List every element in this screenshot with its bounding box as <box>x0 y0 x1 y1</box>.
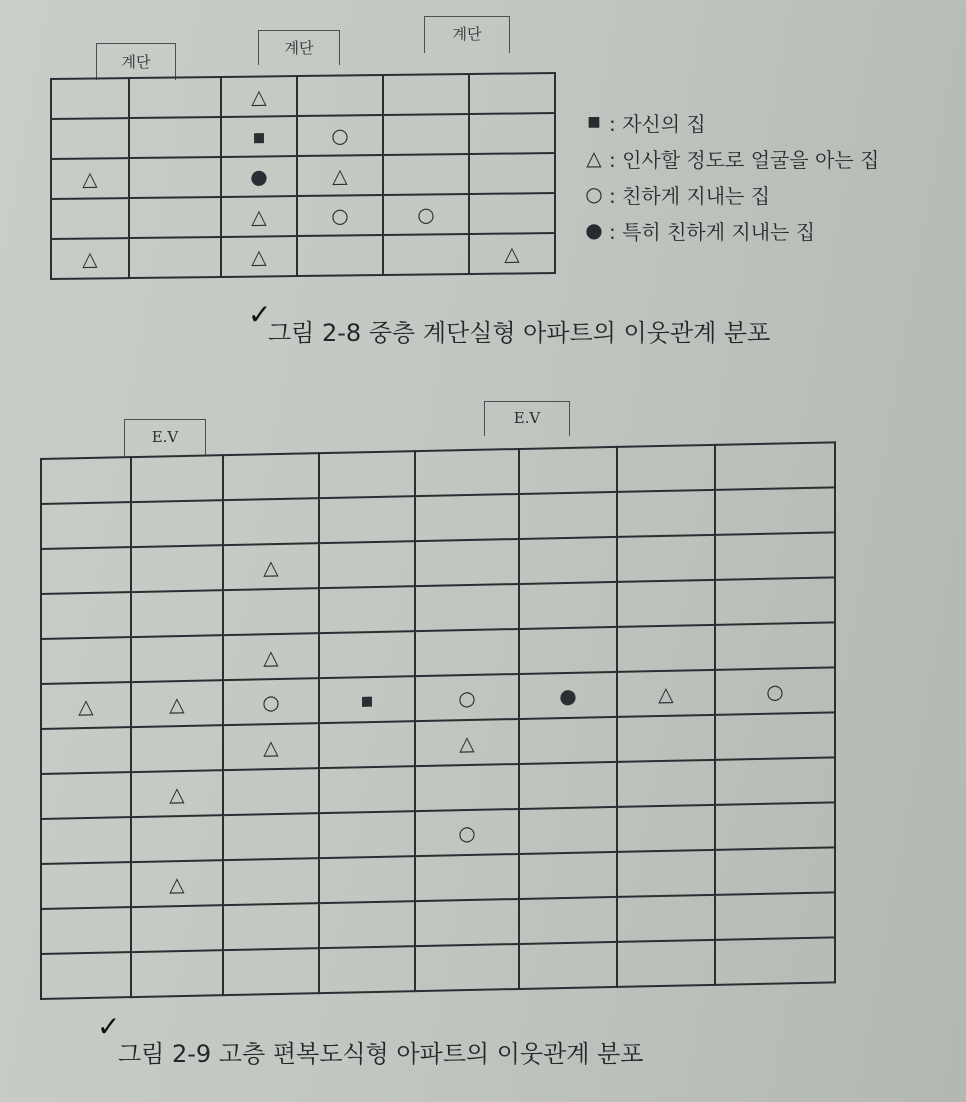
triangle-icon: △ <box>82 246 98 271</box>
circle-icon: ○ <box>766 678 784 704</box>
unit-cell <box>617 445 715 492</box>
unit-cell <box>519 852 617 899</box>
unit-cell <box>617 760 715 807</box>
unit-cell <box>319 811 415 858</box>
unit-cell <box>415 944 519 991</box>
filled-square-icon: ■ <box>360 693 374 709</box>
unit-cell <box>383 194 469 235</box>
unit-cell <box>415 809 519 856</box>
filled-circle-icon: ● <box>585 218 603 242</box>
unit-cell <box>131 680 223 727</box>
stair-label-3: 계단 <box>424 16 510 53</box>
unit-cell <box>51 158 129 199</box>
unit-cell <box>519 762 617 809</box>
stair-label-1: 계단 <box>96 43 176 80</box>
unit-cell <box>469 113 555 154</box>
unit-cell <box>617 490 715 537</box>
unit-cell <box>131 725 223 772</box>
unit-cell <box>383 74 469 115</box>
unit-cell <box>129 77 221 118</box>
unit-cell <box>415 764 519 811</box>
unit-cell <box>415 494 519 541</box>
unit-cell <box>617 805 715 852</box>
unit-cell <box>519 942 617 989</box>
unit-cell <box>41 547 131 594</box>
unit-cell <box>519 492 617 539</box>
unit-cell <box>131 455 223 502</box>
unit-cell <box>41 682 131 729</box>
unit-cell <box>319 946 415 993</box>
unit-cell <box>715 802 835 850</box>
floor-plan-table <box>50 72 556 280</box>
unit-cell <box>297 235 383 276</box>
unit-cell <box>715 532 835 580</box>
elevator-label-1: E.V <box>124 419 206 456</box>
circle-icon: ○ <box>458 820 476 845</box>
unit-cell <box>51 78 129 119</box>
unit-cell <box>415 584 519 631</box>
stair-label-2: 계단 <box>258 30 340 65</box>
unit-cell <box>223 543 319 590</box>
legend-item <box>583 212 879 248</box>
filled-square-icon: ■ <box>252 130 266 146</box>
unit-cell <box>41 862 131 909</box>
unit-cell <box>617 940 715 987</box>
unit-cell <box>469 153 555 194</box>
triangle-icon: △ <box>169 781 185 806</box>
unit-cell <box>519 717 617 764</box>
unit-cell <box>715 847 835 895</box>
unit-cell <box>131 545 223 592</box>
unit-cell <box>221 116 297 157</box>
unit-cell <box>129 157 221 198</box>
unit-cell <box>131 950 223 997</box>
unit-cell <box>415 899 519 946</box>
legend-item <box>583 176 879 212</box>
unit-cell <box>51 238 129 279</box>
unit-cell <box>297 75 383 116</box>
unit-cell <box>319 766 415 813</box>
triangle-icon: △ <box>332 163 348 188</box>
unit-cell <box>131 590 223 637</box>
unit-cell <box>51 198 129 239</box>
unit-cell <box>415 854 519 901</box>
unit-cell <box>715 712 835 760</box>
triangle-icon: △ <box>169 871 185 896</box>
triangle-icon: △ <box>169 691 185 716</box>
unit-cell <box>617 895 715 942</box>
unit-cell <box>129 237 221 278</box>
unit-cell <box>41 907 131 954</box>
unit-cell <box>319 451 415 498</box>
unit-cell <box>617 670 715 717</box>
legend <box>583 104 879 248</box>
triangle-icon: △ <box>459 730 475 755</box>
unit-cell <box>715 892 835 940</box>
unit-cell <box>319 676 415 723</box>
unit-cell <box>519 447 617 494</box>
grid-row <box>51 193 555 239</box>
unit-cell <box>715 937 835 985</box>
unit-cell <box>297 115 383 156</box>
unit-cell <box>469 233 555 274</box>
unit-cell <box>223 588 319 635</box>
triangle-icon: △ <box>82 166 98 191</box>
unit-cell <box>41 817 131 864</box>
unit-cell <box>131 500 223 547</box>
unit-cell <box>41 637 131 684</box>
circle-icon: ○ <box>458 685 476 710</box>
figure-caption-2-8: 그림 2-8 중층 계단실형 아파트의 이웃관계 분포 <box>268 319 771 347</box>
unit-cell <box>519 672 617 719</box>
figure-caption-2-9: 그림 2-9 고층 편복도식형 아파트의 이웃관계 분포 <box>118 1040 644 1068</box>
unit-cell <box>617 625 715 672</box>
unit-cell <box>41 952 131 999</box>
unit-cell <box>297 195 383 236</box>
legend-item <box>583 104 879 140</box>
legend-label: : 자신의 집 <box>609 111 706 136</box>
unit-cell <box>415 449 519 496</box>
triangle-icon: △ <box>658 681 674 706</box>
unit-cell <box>319 901 415 948</box>
triangle-icon: △ <box>504 241 520 266</box>
triangle-icon: △ <box>263 644 279 669</box>
unit-cell <box>319 721 415 768</box>
triangle-icon: △ <box>78 693 94 718</box>
unit-cell <box>223 948 319 995</box>
checkmark-icon: ✓ <box>248 298 272 331</box>
unit-cell <box>297 155 383 196</box>
floor-plan-table <box>40 441 836 1000</box>
unit-cell <box>617 715 715 762</box>
legend-item <box>583 140 879 176</box>
unit-cell <box>715 667 835 715</box>
unit-cell <box>383 154 469 195</box>
unit-cell <box>131 905 223 952</box>
triangle-icon: △ <box>251 84 267 109</box>
unit-cell <box>415 674 519 721</box>
unit-cell <box>221 156 297 197</box>
legend-label: : 친하게 지내는 집 <box>609 183 771 208</box>
checkmark-icon: ✓ <box>97 1010 121 1043</box>
unit-cell <box>41 772 131 819</box>
unit-cell <box>41 592 131 639</box>
unit-cell <box>319 631 415 678</box>
circle-icon: ○ <box>331 203 349 228</box>
unit-cell <box>319 541 415 588</box>
unit-cell <box>415 719 519 766</box>
unit-cell <box>519 897 617 944</box>
unit-cell <box>715 622 835 670</box>
unit-cell <box>221 76 297 117</box>
floor-grid-2-8 <box>50 72 556 280</box>
unit-cell <box>41 457 131 504</box>
unit-cell <box>41 502 131 549</box>
unit-cell <box>131 860 223 907</box>
elevator-label-2: E.V <box>484 401 570 436</box>
unit-cell <box>415 629 519 676</box>
unit-cell <box>469 73 555 114</box>
unit-cell <box>519 537 617 584</box>
unit-cell <box>223 633 319 680</box>
unit-cell <box>519 807 617 854</box>
unit-cell <box>131 635 223 682</box>
legend-label: : 특히 친하게 지내는 집 <box>609 219 816 244</box>
triangle-icon: △ <box>251 204 267 229</box>
unit-cell <box>469 193 555 234</box>
unit-cell <box>319 586 415 633</box>
unit-cell <box>223 858 319 905</box>
circle-icon: ○ <box>262 689 280 714</box>
filled-circle-icon: ● <box>559 683 577 708</box>
unit-cell <box>715 487 835 535</box>
unit-cell <box>519 627 617 674</box>
unit-cell <box>617 535 715 582</box>
unit-cell <box>383 114 469 155</box>
unit-cell <box>319 856 415 903</box>
filled-square-icon: ■ <box>587 114 601 130</box>
unit-cell <box>223 903 319 950</box>
unit-cell <box>131 815 223 862</box>
unit-cell <box>51 118 129 159</box>
unit-cell <box>223 813 319 860</box>
unit-cell <box>223 498 319 545</box>
circle-icon: ○ <box>585 182 603 206</box>
unit-cell <box>221 236 297 277</box>
unit-cell <box>41 727 131 774</box>
legend-label: : 인사할 정도로 얼굴을 아는 집 <box>609 147 880 172</box>
unit-cell <box>223 723 319 770</box>
filled-circle-icon: ● <box>250 164 268 189</box>
unit-cell <box>715 442 835 490</box>
grid-row <box>51 73 555 119</box>
grid-row <box>51 113 555 159</box>
grid-row <box>51 233 555 279</box>
unit-cell <box>223 768 319 815</box>
floor-grid-2-9 <box>40 441 836 1000</box>
circle-icon: ○ <box>331 123 349 148</box>
unit-cell <box>715 577 835 625</box>
triangle-icon: △ <box>263 734 279 759</box>
triangle-icon: △ <box>263 554 279 579</box>
unit-cell <box>383 234 469 275</box>
unit-cell <box>223 453 319 500</box>
unit-cell <box>131 770 223 817</box>
unit-cell <box>223 678 319 725</box>
circle-icon: ○ <box>417 202 435 227</box>
grid-row <box>51 153 555 199</box>
unit-cell <box>617 850 715 897</box>
unit-cell <box>519 582 617 629</box>
unit-cell <box>617 580 715 627</box>
unit-cell <box>415 539 519 586</box>
unit-cell <box>221 196 297 237</box>
triangle-icon: △ <box>251 244 267 269</box>
triangle-icon: △ <box>586 146 602 170</box>
unit-cell <box>715 757 835 805</box>
unit-cell <box>129 197 221 238</box>
unit-cell <box>129 117 221 158</box>
unit-cell <box>319 496 415 543</box>
